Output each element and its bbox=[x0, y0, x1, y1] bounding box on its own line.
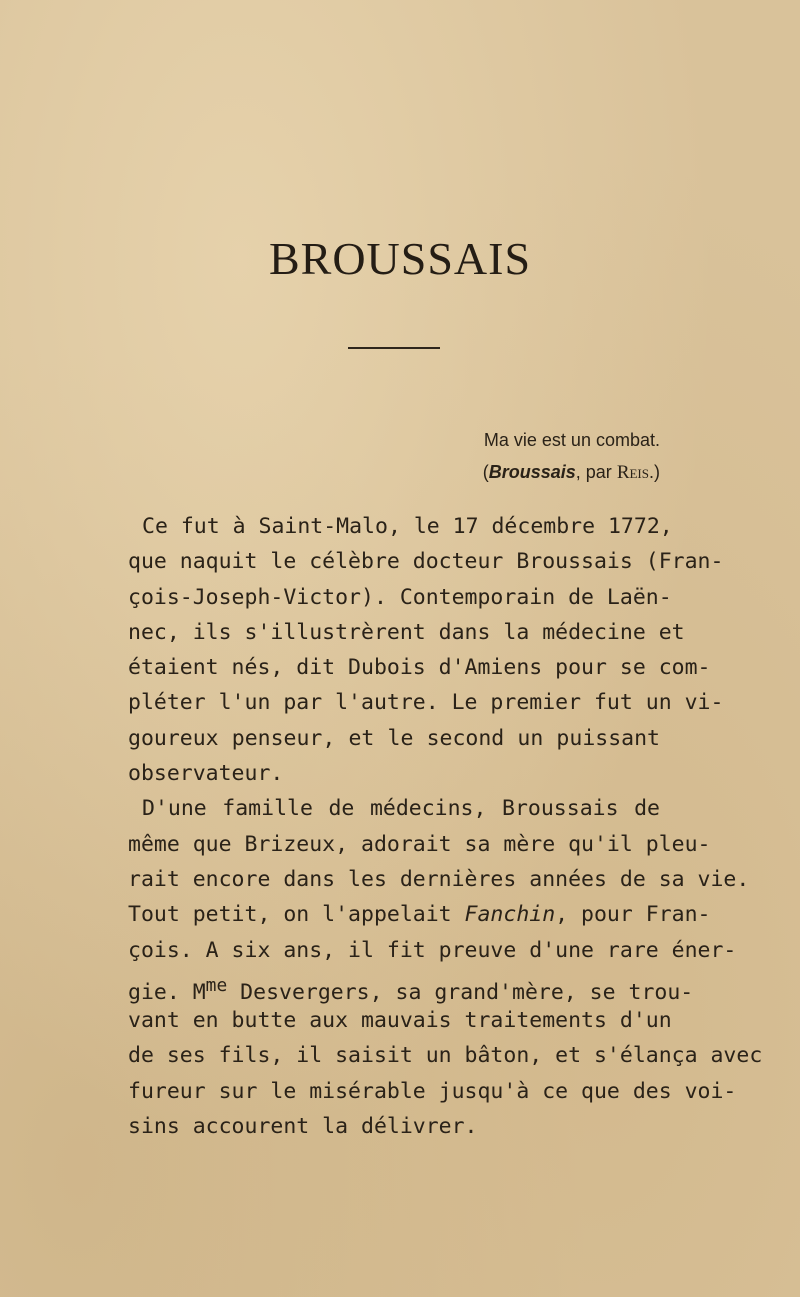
nickname-fanchin: Fanchin bbox=[464, 902, 556, 928]
p2-line-7: vant en butte aux mauvais traitements d'un bbox=[128, 1008, 672, 1034]
p1-line-7: goureux penseur, et le second un puissant bbox=[128, 725, 660, 751]
p1-line-6: pléter l'un par l'autre. Le premier fut un vi- bbox=[128, 690, 724, 716]
madame-superscript: me bbox=[205, 974, 228, 996]
p2-line-10: sins accourent la délivrer. bbox=[128, 1114, 478, 1140]
cite-close: .) bbox=[649, 462, 660, 482]
p2-line-2: même que Brizeux, adorait sa mère qu'il pleu- bbox=[128, 831, 711, 857]
p1-line-4: nec, ils s'illustrèrent dans la médecine et bbox=[128, 619, 685, 645]
p2-line-6-post: Desvergers, sa grand'mère, se trou- bbox=[227, 980, 694, 1006]
cite-author: Broussais bbox=[488, 462, 576, 482]
cite-name: Reis bbox=[616, 462, 649, 483]
p2-line-6 bbox=[128, 968, 694, 1006]
title-rule bbox=[348, 347, 440, 349]
p2-line-1: D'une famille de médecins, Broussais de bbox=[142, 796, 660, 822]
body-text bbox=[128, 509, 763, 1144]
p1-line-1: Ce fut à Saint-Malo, le 17 décembre 1772, bbox=[142, 514, 673, 539]
p2-line-4-post: , pour Fran- bbox=[555, 902, 711, 928]
cite-by: , par bbox=[575, 462, 617, 482]
p2-line-4-pre: Tout petit, on l'appelait bbox=[128, 902, 465, 928]
p2-line-9: fureur sur le misérable jusqu'à ce que des voi- bbox=[128, 1078, 737, 1104]
p1-line-2: que naquit le célèbre docteur Broussais (Fran- bbox=[128, 549, 724, 575]
p2-line-4 bbox=[128, 897, 711, 932]
p2-line-3: rait encore dans les dernières années de sa vie. bbox=[128, 866, 750, 892]
p2-line-8: de ses fils, il saisit un bâton, et s'élança avec bbox=[128, 1043, 763, 1069]
page-title: BROUSSAIS bbox=[268, 233, 532, 284]
epigraph-quote: Ma vie est un combat. bbox=[483, 430, 660, 450]
cite-open: ( bbox=[482, 462, 489, 482]
p1-line-3: çois-Joseph-Victor). Contemporain de Laën- bbox=[128, 584, 672, 610]
epigraph-citation bbox=[400, 456, 660, 489]
p1-line-8: observateur. bbox=[128, 761, 284, 787]
p1-line-5: étaient nés, dit Dubois d'Amiens pour se com- bbox=[128, 655, 711, 681]
epigraph bbox=[400, 424, 660, 489]
p2-line-6-pre: gie. M bbox=[128, 980, 206, 1006]
p2-line-5: çois. A six ans, il fit preuve d'une rare éner- bbox=[128, 937, 737, 963]
